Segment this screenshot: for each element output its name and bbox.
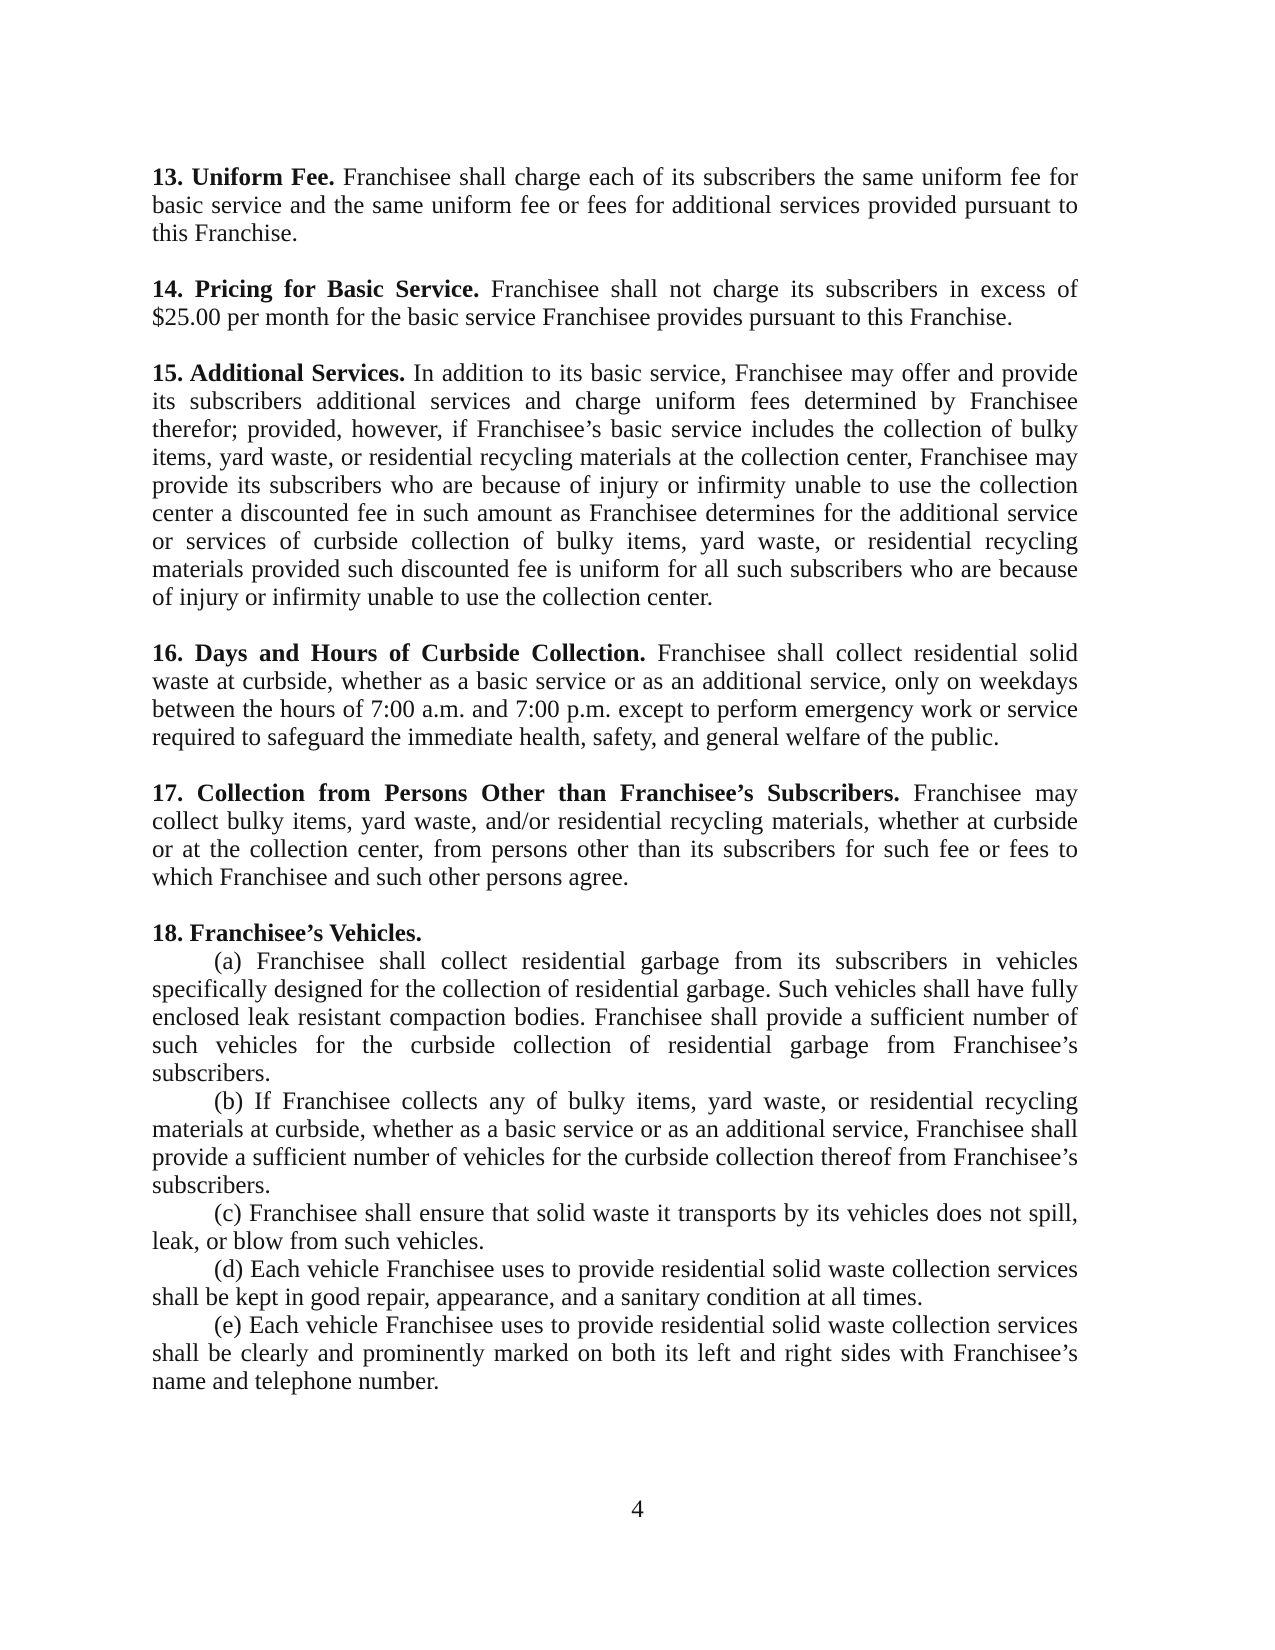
page-number: 4 — [631, 1496, 644, 1523]
section-13-body: Franchisee shall charge each of its subscribers the same uniform fee for basic service and the same uniform fee or fees for additional services provided pursuant to this Franchise. — [152, 164, 1078, 247]
section-18-sub-e: (e) Each vehicle Franchisee uses to provide residential solid waste collection services shall be clearly and prominently marked on both its left and right sides with Franchisee’s name and telephone number. — [152, 1312, 1078, 1395]
section-18-heading-paragraph — [152, 920, 1078, 948]
section-18-heading: 18. Franchisee’s Vehicles. — [152, 920, 422, 947]
section-13-paragraph — [152, 164, 1078, 248]
section-15-heading: 15. Additional Services. — [152, 360, 406, 387]
section-17-paragraph — [152, 780, 1078, 892]
section-18-sub-d: (d) Each vehicle Franchisee uses to provide residential solid waste collection services shall be kept in good repair, appearance, and a sanitary condition at all times. — [152, 1256, 1078, 1311]
section-18-sub-b: (b) If Franchisee collects any of bulky items, yard waste, or residential recycling materials at curbside, whether as a basic service or as an additional service, Franchisee shall provide a sufficient number of vehicles for the curbside collection thereof from Franchisee’s subscribers. — [152, 1088, 1078, 1199]
section-18-sub-a: (a) Franchisee shall collect residential garbage from its subscribers in vehicles specifically designed for the collection of residential garbage. Such vehicles shall have fully enclosed leak resistant compaction bodies. Franchisee shall provide a sufficient number of such vehicles for the curbside collection of residential garbage from Franchisee’s subscribers. — [152, 948, 1078, 1087]
section-16-heading: 16. Days and Hours of Curbside Collection. — [152, 640, 646, 667]
section-14-heading: 14. Pricing for Basic Service. — [152, 276, 480, 303]
section-15-body: In addition to its basic service, Franchisee may offer and provide its subscribers additional services and charge uniform fees determined by Franchisee therefor; provided, however, if Franchisee’s basic service includes the collection of bulky items, yard waste, or residential recycling materials at the collection center, Franchisee may provide its subscribers who are because of injury or infirmity unable to use the collection center a discounted fee in such amount as Franchisee determines for the additional service or services of curbside collection of bulky items, yard waste, or residential recycling materials provided such discounted fee is uniform for all such subscribers who are because of injury or infirmity unable to use the collection center. — [152, 360, 1078, 611]
section-16-body: Franchisee shall collect residential solid waste at curbside, whether as a basic service or as an additional service, only on weekdays between the hours of 7:00 a.m. and 7:00 p.m. except to perform emergency work or service required to safeguard the immediate health, safety, and general welfare of the public. — [152, 640, 1079, 751]
section-14-body: Franchisee shall not charge its subscribers in excess of $25.00 per month for the basic service Franchisee provides pursuant to this Franchise. — [152, 276, 1079, 331]
section-17-heading: 17. Collection from Persons Other than Franchisee’s Subscribers. — [152, 780, 900, 807]
section-18-sub-c: (c) Franchisee shall ensure that solid waste it transports by its vehicles does not spill, leak, or blow from such vehicles. — [152, 1200, 1078, 1255]
section-15-paragraph — [152, 360, 1078, 612]
section-17-body: Franchisee may collect bulky items, yard waste, and/or residential recycling materials, whether at curbside or at the collection center, from persons other than its subscribers for such fee or fees to which Franchisee and such other persons agree. — [152, 780, 1078, 891]
section-16-paragraph — [152, 640, 1078, 752]
section-14-paragraph — [152, 276, 1078, 332]
document-body — [152, 164, 1078, 1396]
section-13-heading: 13. Uniform Fee. — [152, 164, 335, 191]
